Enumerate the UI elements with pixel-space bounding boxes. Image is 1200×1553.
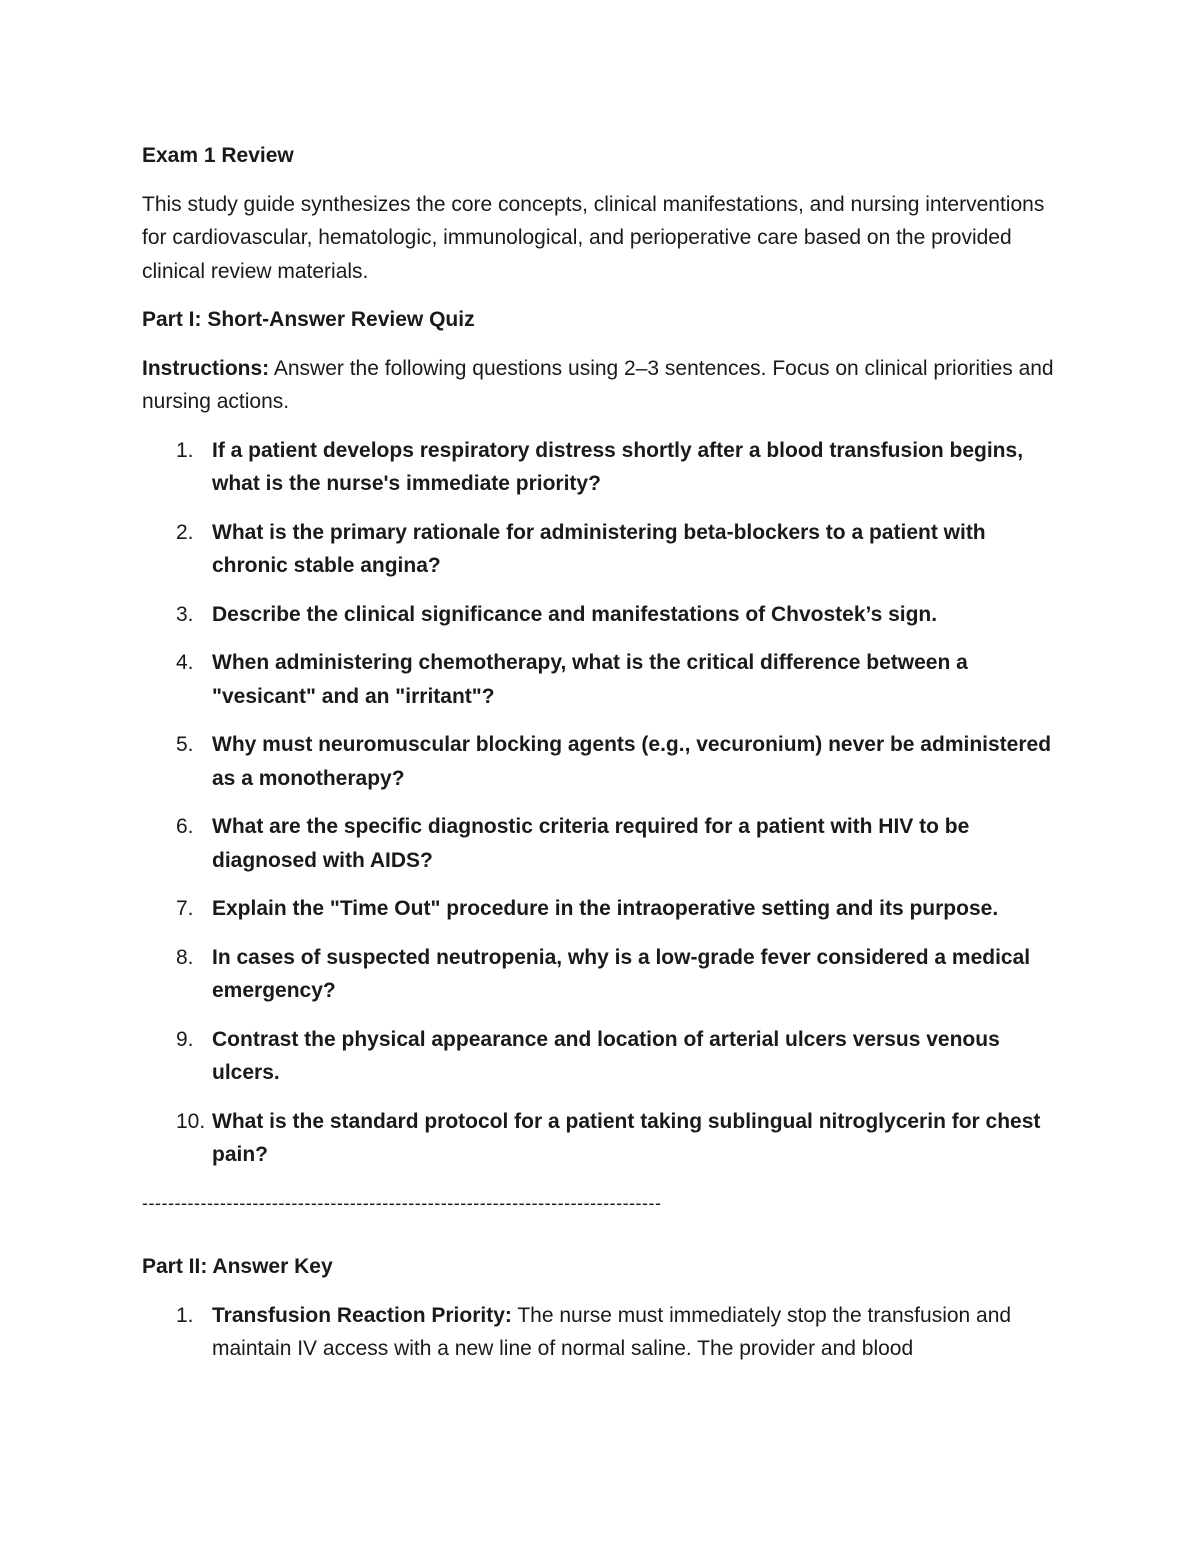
question-text: In cases of suspected neutropenia, why is a low-grade fever considered a medical emergency?: [212, 945, 1031, 1002]
answer-key-list: [142, 1299, 1062, 1366]
question-text: Why must neuromuscular blocking agents (e.g., vecuronium) never be administered as a monotherapy?: [212, 733, 1052, 790]
answer-item: [142, 1299, 1062, 1366]
question-number: 3.: [176, 602, 194, 626]
document-title: Exam 1 Review: [142, 144, 294, 167]
instructions-paragraph: [142, 352, 1062, 419]
answer-text: The nurse must immediately stop the transfusion and maintain IV access with a new line of normal saline. The provider and blood: [212, 1303, 1012, 1360]
quiz-question: [142, 1105, 1062, 1172]
question-text: What is the primary rationale for administering beta-blockers to a patient with chronic stable angina?: [212, 520, 986, 577]
question-text: What are the specific diagnostic criteria required for a patient with HIV to be diagnosed with AIDS?: [212, 815, 970, 872]
quiz-question: [142, 941, 1062, 1008]
question-number: 4.: [176, 651, 194, 674]
question-number: 6.: [176, 815, 194, 838]
instructions-label: Instructions:: [142, 356, 270, 380]
quiz-question: [142, 434, 1062, 501]
part1-heading: Part I: Short-Answer Review Quiz: [142, 308, 475, 331]
question-text: If a patient develops respiratory distress shortly after a blood transfusion begins, what is the nurse's immediate priority?: [212, 438, 1024, 495]
question-number: 1.: [176, 438, 194, 462]
question-text: Contrast the physical appearance and location of arterial ulcers versus venous ulcers.: [212, 1027, 1000, 1084]
document-page: [142, 139, 1062, 1381]
question-number: 2.: [176, 520, 194, 544]
section-divider: --------------------------------------------------------------------------------: [142, 1192, 662, 1213]
question-number: 8.: [176, 945, 194, 969]
answer-title: Transfusion Reaction Priority:: [212, 1303, 512, 1327]
quiz-question: [142, 728, 1062, 795]
quiz-question: [142, 1023, 1062, 1090]
question-number: 5.: [176, 733, 194, 756]
part2-heading: Part II: Answer Key: [142, 1255, 333, 1278]
question-number: 10.: [176, 1109, 206, 1133]
quiz-question: [142, 598, 1062, 632]
answer-number: 1.: [176, 1303, 194, 1327]
instructions-text: Answer the following questions using 2–3 sentences. Focus on clinical priorities and nursing actions.: [142, 356, 1054, 413]
question-text: Explain the "Time Out" procedure in the intraoperative setting and its purpose.: [212, 897, 999, 920]
question-number: 7.: [176, 897, 194, 920]
intro-paragraph: This study guide synthesizes the core concepts, clinical manifestations, and nursing interventions for cardiovascular, hematologic, immunological, and perioperative care based on the provided clinical review materials.: [142, 192, 1045, 283]
question-text: What is the standard protocol for a patient taking sublingual nitroglycerin for chest pain?: [212, 1109, 1041, 1166]
quiz-question-list: [142, 434, 1062, 1172]
quiz-question: [142, 516, 1062, 583]
question-text: Describe the clinical significance and manifestations of Chvostek’s sign.: [212, 602, 938, 626]
quiz-question: [142, 646, 1062, 713]
quiz-question: [142, 810, 1062, 877]
question-number: 9.: [176, 1027, 194, 1051]
question-text: When administering chemotherapy, what is the critical difference between a "vesicant" and an "irritant"?: [212, 651, 968, 708]
quiz-question: [142, 892, 1062, 926]
